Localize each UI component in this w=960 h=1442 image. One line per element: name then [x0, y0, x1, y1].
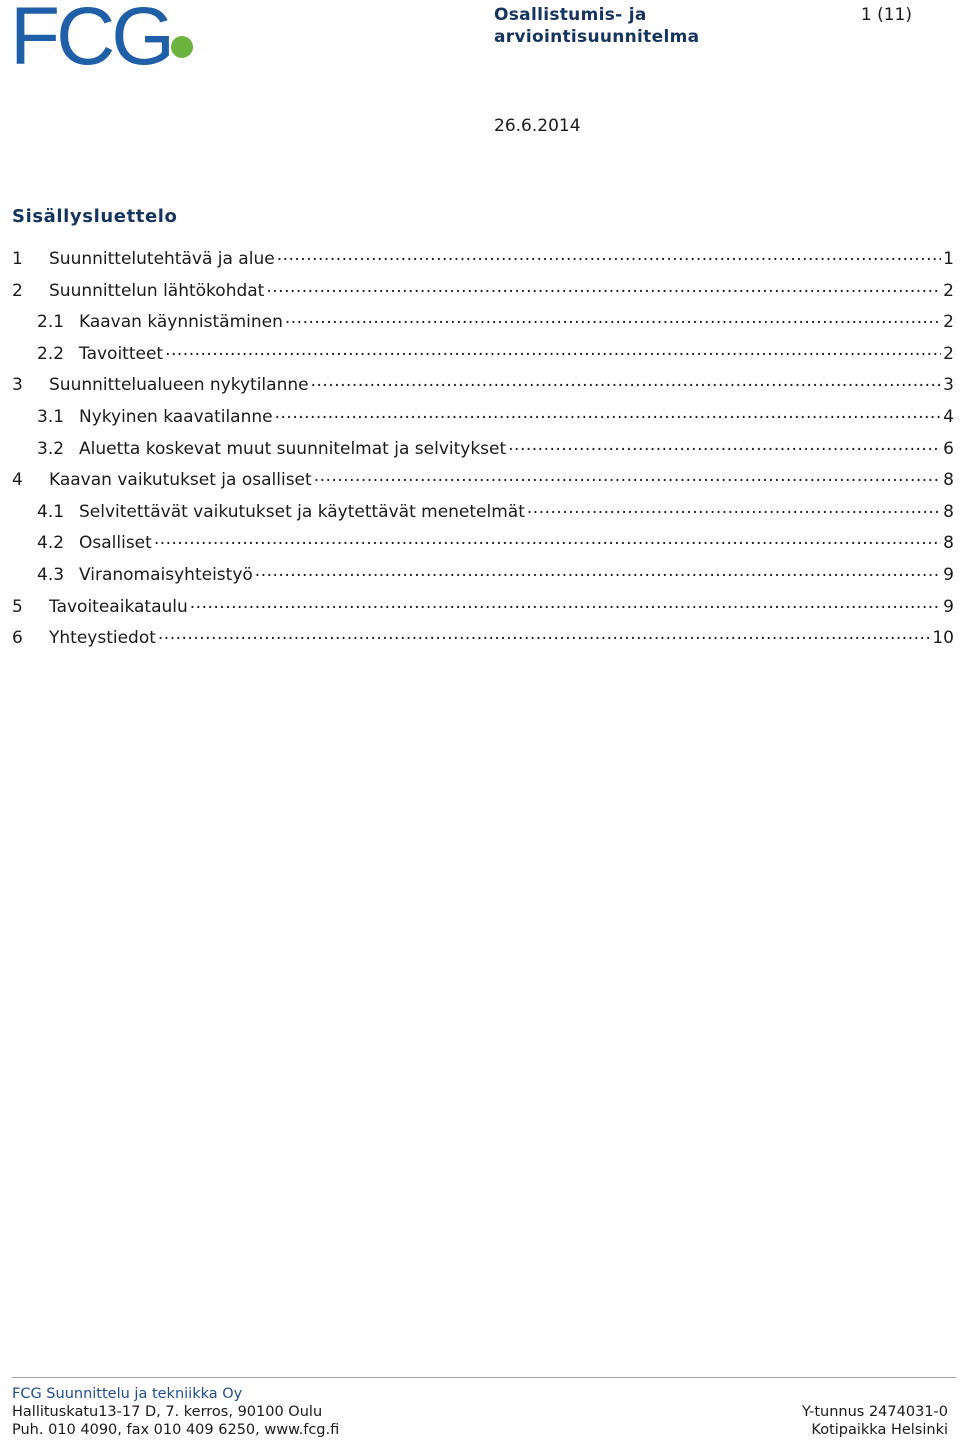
toc-entry[interactable]: [12, 434, 954, 466]
toc-entry[interactable]: [12, 465, 954, 497]
toc-dot-leader: [277, 246, 941, 264]
toc-dot-leader: [285, 309, 941, 327]
toc-entry-title: Viranomaisyhteistyö: [79, 564, 253, 585]
toc-entry[interactable]: [12, 497, 954, 529]
footer-company-name: FCG Suunnittelu ja tekniikka Oy: [12, 1386, 243, 1402]
toc-entry-number: 4.3: [37, 564, 65, 585]
toc-entry-title: Osalliset: [79, 533, 152, 554]
toc-entry-page: 2: [943, 312, 954, 333]
toc-entry-number: 3.1: [37, 406, 65, 427]
toc-entry-title: Tavoitteet: [79, 343, 164, 364]
toc-entry-page: 9: [943, 596, 954, 617]
toc-dot-leader: [255, 562, 941, 580]
toc-entry[interactable]: [12, 528, 954, 560]
toc-entry-page: 9: [943, 564, 954, 585]
toc-entry-number: 3.2: [37, 438, 65, 459]
toc-entry-page: 2: [943, 343, 954, 364]
toc-entry-number: 1: [12, 249, 23, 269]
toc-entry[interactable]: [12, 307, 954, 339]
page-number: 1 (11): [860, 5, 912, 25]
toc-entry-title: Aluetta koskevat muut suunnitelmat ja selvitykset: [79, 438, 507, 459]
toc-entry-page: 8: [943, 470, 954, 491]
footer-row: [12, 1421, 948, 1439]
document-title: Osallistumis- ja arviointisuunnitelma: [494, 5, 700, 47]
toc-dot-leader: [266, 278, 941, 296]
toc-entry-number: 6: [12, 628, 23, 649]
toc-entry-number: 4: [12, 470, 23, 491]
toc-dot-leader: [527, 499, 941, 517]
toc-entry-title: Suunnittelutehtävä ja alue: [49, 249, 275, 269]
footer-row: [12, 1403, 948, 1421]
footer-business-id: Y-tunnus 2474031-0: [801, 1404, 948, 1420]
toc-entry-title: Yhteystiedot: [49, 628, 156, 649]
toc-dot-leader: [154, 530, 941, 548]
toc-dot-leader: [314, 467, 941, 485]
document-date: 26.6.2014: [494, 116, 581, 136]
toc-entry[interactable]: [12, 402, 954, 434]
toc-entry-number: 4.1: [37, 501, 65, 522]
page-footer: [12, 1385, 948, 1439]
toc-dot-leader: [165, 341, 941, 359]
toc-entry-page: 6: [943, 438, 954, 459]
table-of-contents: [12, 244, 954, 655]
toc-entry-page: 8: [943, 501, 954, 522]
toc-entry-page: 10: [932, 628, 954, 649]
toc-entry-page: 2: [943, 280, 954, 301]
fcg-logo: [10, 2, 200, 68]
toc-dot-leader: [311, 372, 942, 390]
toc-entry-title: Kaavan käynnistäminen: [79, 312, 283, 333]
toc-entry-number: 2.2: [37, 343, 65, 364]
toc-entry[interactable]: [12, 592, 954, 624]
toc-entry[interactable]: [12, 560, 954, 592]
footer-domicile: Kotipaikka Helsinki: [811, 1422, 948, 1438]
toc-entry-number: 5: [12, 596, 23, 617]
toc-entry-page: 3: [943, 375, 954, 396]
toc-heading: Sisällysluettelo: [12, 206, 178, 227]
toc-entry-number: 4.2: [37, 533, 65, 554]
toc-dot-leader: [190, 594, 941, 612]
footer-divider: [12, 1377, 956, 1378]
logo-dot: [171, 36, 193, 58]
toc-dot-leader: [508, 436, 941, 454]
toc-entry-page: 1: [943, 249, 954, 269]
toc-entry-page: 8: [943, 533, 954, 554]
toc-entry-title: Suunnittelun lähtökohdat: [49, 280, 265, 301]
footer-address: Hallituskatu13-17 D, 7. kerros, 90100 Oulu: [12, 1404, 323, 1420]
toc-entry[interactable]: [12, 339, 954, 371]
toc-entry-title: Selvitettävät vaikutukset ja käytettävät menetelmät: [79, 501, 525, 522]
toc-entry[interactable]: [12, 370, 954, 402]
toc-dot-leader: [275, 404, 942, 422]
footer-contact: Puh. 010 4090, fax 010 409 6250, www.fcg.fi: [12, 1422, 340, 1438]
toc-entry[interactable]: [12, 623, 954, 655]
toc-entry-title: Suunnittelualueen nykytilanne: [49, 375, 309, 396]
toc-entry-title: Nykyinen kaavatilanne: [79, 406, 273, 427]
toc-entry-number: 2.1: [37, 312, 65, 333]
toc-entry-page: 4: [943, 406, 954, 427]
toc-dot-leader: [158, 625, 930, 643]
toc-entry-title: Kaavan vaikutukset ja osalliset: [49, 470, 312, 491]
toc-entry-title: Tavoiteaikataulu: [49, 596, 188, 617]
logo-wordmark: FCG: [10, 2, 172, 68]
toc-entry-number: 2: [12, 280, 23, 301]
toc-entry-number: 3: [12, 375, 23, 396]
toc-entry[interactable]: [12, 276, 954, 308]
toc-entry[interactable]: [12, 244, 954, 276]
